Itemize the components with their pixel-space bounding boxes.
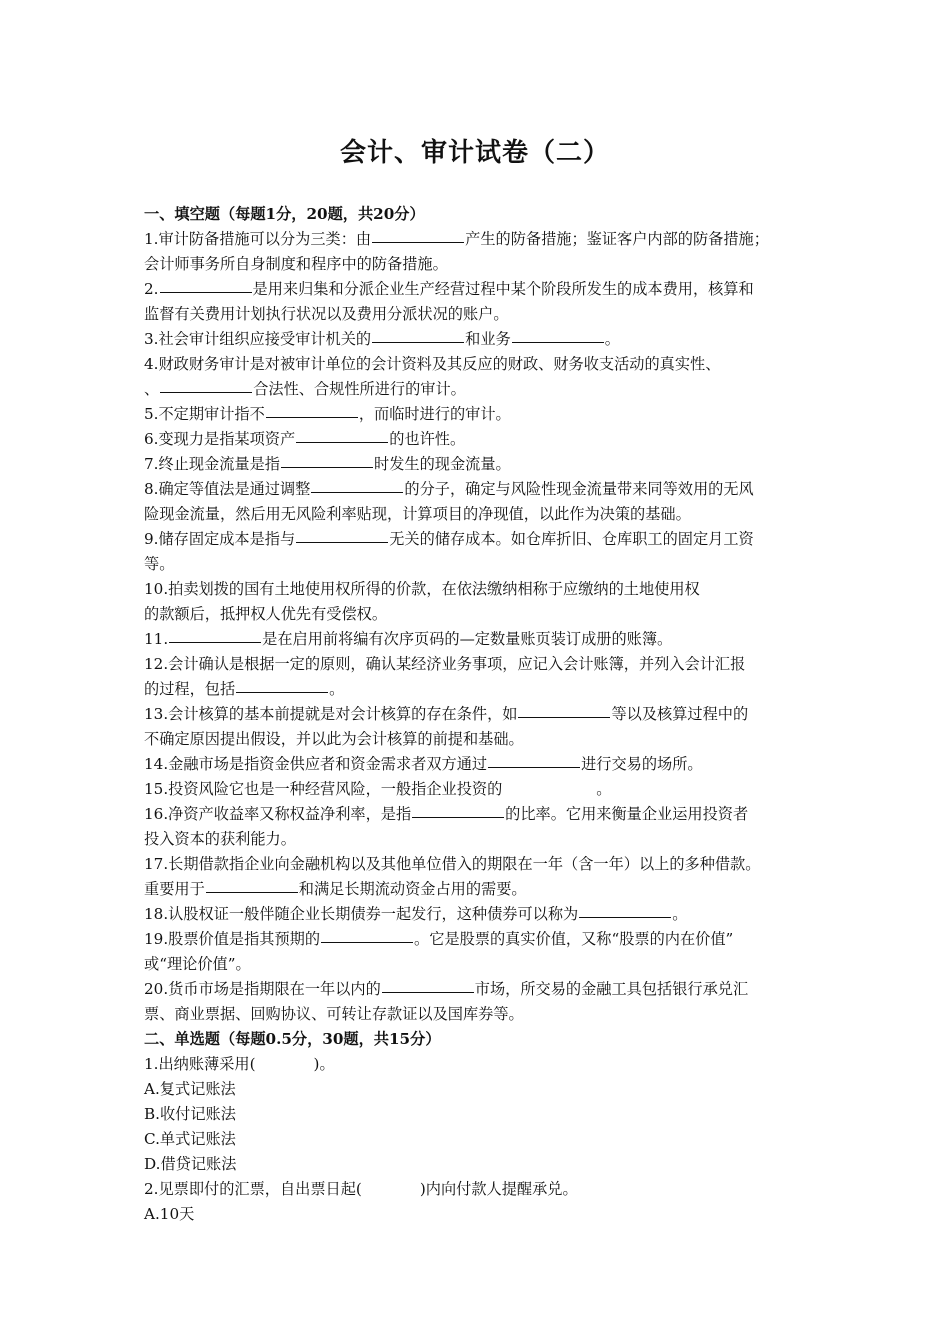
answer-blank — [382, 991, 474, 993]
answer-blank — [372, 341, 464, 343]
answer-blank — [206, 891, 298, 893]
answer-blank — [281, 466, 373, 468]
choice-question-1: 1.出纳账薄采用( )。 — [144, 1055, 335, 1073]
question-13: 13.会计核算的基本前提就是对会计核算的存在条件，如 等以及核算过程中的 不确定原因提出假设，并以此为会计核算的前提和基础。 — [144, 705, 749, 748]
question-5: 5.不定期审计指不 ，而临时进行的审计。 — [144, 405, 511, 423]
choice-option: A.10天 — [144, 1205, 195, 1223]
choice-option: D.借贷记账法 — [144, 1155, 237, 1173]
choice-question-2: 2.见票即付的汇票，自出票日起( )内向付款人提醒承兑。 — [144, 1180, 578, 1198]
question-17: 17.长期借款指企业向金融机构以及其他单位借入的期限在一年（含一年）以上的多种借款。 重要用于 和满足长期流动资金占用的需要。 — [144, 855, 761, 898]
section-heading-fill-blank: 一、填空题（每题1分，20题，共20分） — [144, 205, 425, 223]
question-14: 14.金融市场是指资金供应者和资金需求者双方通过 进行交易的场所。 — [144, 755, 703, 773]
answer-blank — [372, 241, 464, 243]
section-heading-single-choice: 二、单选题（每题0.5分，30题，共15分） — [144, 1030, 441, 1048]
question-11: 11. 是在启用前将编有次序页码的—定数量账页装订成册的账簿。 — [144, 630, 673, 648]
exam-content — [144, 202, 820, 1227]
answer-blank — [236, 691, 328, 693]
choice-option: C.单式记账法 — [144, 1130, 236, 1148]
question-6: 6.变现力是指某项资产 的也许性。 — [144, 430, 466, 448]
question-10: 10.拍卖划拨的国有土地使用权所得的价款，在依法缴纳相称于应缴纳的土地使用权 的款额后，抵押权人优先有受偿权。 — [144, 580, 700, 623]
answer-blank — [169, 641, 261, 643]
answer-blank — [296, 441, 388, 443]
answer-blank — [311, 491, 403, 493]
answer-blank — [160, 291, 252, 293]
answer-blank — [518, 716, 610, 718]
question-4: 4.财政财务审计是对被审计单位的会计资料及其反应的财政、财务收支活动的真实性、 、 合法性、合规性所进行的审计。 — [144, 355, 721, 398]
choice-option: A.复式记账法 — [144, 1080, 236, 1098]
question-9: 9.储存固定成本是指与 无关的储存成本。如仓库折旧、仓库职工的固定月工资 等。 — [144, 530, 754, 573]
answer-blank — [321, 941, 413, 943]
question-12: 12.会计确认是根据一定的原则，确认某经济业务事项，应记入会计账簿，并列入会计汇报 的过程，包括 。 — [144, 655, 746, 698]
answer-blank — [266, 416, 358, 418]
answer-blank — [503, 792, 595, 793]
answer-blank — [488, 766, 580, 768]
question-7: 7.终止现金流量是指 时发生的现金流量。 — [144, 455, 511, 473]
answer-blank — [579, 916, 671, 918]
answer-blank — [296, 541, 388, 543]
question-8: 8.确定等值法是通过调整 的分子，确定与风险性现金流量带来同等效用的无风 险现金流量，然后用无风险利率贴现，计算项目的净现值，以此作为决策的基础。 — [144, 480, 754, 523]
question-16: 16.净资产收益率又称权益净利率，是指 的比率。它用来衡量企业运用投资者 投入资本的获利能力。 — [144, 805, 749, 848]
question-18: 18.认股权证一般伴随企业长期债券一起发行，这种债券可以称为 。 — [144, 905, 688, 923]
choice-option: B.收付记账法 — [144, 1105, 236, 1123]
answer-blank — [512, 341, 604, 343]
answer-blank — [412, 816, 504, 818]
question-15: 15.投资风险它也是一种经营风险，一般指企业投资的 。 — [144, 780, 612, 798]
answer-blank — [160, 391, 252, 393]
question-2: 2. 是用来归集和分派企业生产经营过程中某个阶段所发生的成本费用，核算和 监督有关费用计划执行状况以及费用分派状况的账户。 — [144, 280, 754, 323]
page-title: 会计、审计试卷（二） — [339, 138, 610, 168]
question-1: 1.审计防备措施可以分为三类：由 产生的防备措施；鉴证客户内部的防备措施； 会计师事务所自身制度和程序中的防备措施。 — [144, 230, 769, 273]
question-19: 19.股票价值是指其预期的 。它是股票的真实价值，又称“股票的内在价值” 或“理论价值”。 — [144, 930, 734, 973]
question-20: 20.货币市场是指期限在一年以内的 市场，所交易的金融工具包括银行承兑汇 票、商业票据、回购协议、可转让存款证以及国库券等。 — [144, 980, 749, 1023]
question-3: 3.社会审计组织应接受审计机关的 和业务 。 — [144, 330, 620, 348]
